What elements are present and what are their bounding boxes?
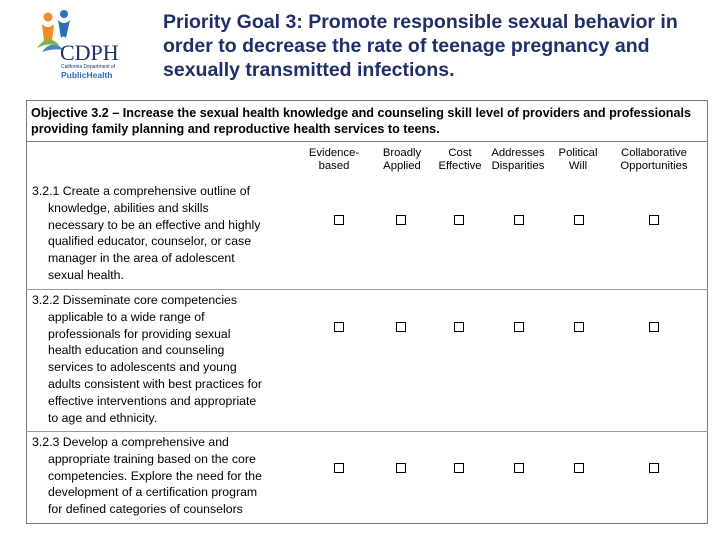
strategy-line: competencies. Explore the need for the bbox=[48, 468, 262, 483]
column-header-line: Disparities bbox=[491, 160, 545, 172]
strategy-line: to age and ethnicity. bbox=[48, 410, 158, 425]
checkbox-3-2-3-evidence-based[interactable] bbox=[334, 463, 344, 473]
objective-divider bbox=[26, 141, 708, 142]
cdph-logo-graphic bbox=[34, 8, 120, 82]
checkbox-3-2-3-addresses-disparities[interactable] bbox=[514, 463, 524, 473]
strategy-first-line: 3.2.1 Create a comprehensive outline of bbox=[32, 184, 251, 198]
strategy-first-line: 3.2.2 Disseminate core competencies bbox=[32, 293, 238, 307]
checkbox-3-2-3-political-will[interactable] bbox=[574, 463, 584, 473]
strategy-line: manager in the area of adolescent bbox=[48, 251, 235, 266]
checkbox-3-2-2-collaborative-opportunities[interactable] bbox=[649, 322, 659, 332]
checkbox-3-2-1-political-will[interactable] bbox=[574, 215, 584, 225]
logo-figure-body-blue bbox=[58, 20, 70, 38]
strategy-line: appropriate training based on the core bbox=[48, 451, 256, 466]
column-header-line: Will bbox=[568, 160, 588, 172]
checkbox-3-2-3-cost-effective[interactable] bbox=[454, 463, 464, 473]
strategy-line: sexual health. bbox=[48, 267, 124, 282]
row-divider bbox=[26, 289, 708, 290]
checkbox-3-2-3-broadly-applied[interactable] bbox=[396, 463, 406, 473]
cdph-logo bbox=[34, 8, 120, 82]
strategy-line: effective interventions and appropriate bbox=[48, 393, 257, 408]
column-header-collaborative-opportunities bbox=[612, 147, 696, 173]
checkbox-3-2-3-collaborative-opportunities[interactable] bbox=[649, 463, 659, 473]
column-header-evidence-based bbox=[306, 147, 362, 173]
checkbox-3-2-2-political-will[interactable] bbox=[574, 322, 584, 332]
logo-figure-body-orange bbox=[42, 24, 54, 42]
strategy-3-2-2 bbox=[32, 292, 262, 426]
column-header-addresses-disparities bbox=[486, 147, 550, 173]
column-header-line: Cost bbox=[448, 147, 472, 159]
checkbox-3-2-1-collaborative-opportunities[interactable] bbox=[649, 215, 659, 225]
strategy-3-2-3 bbox=[32, 434, 262, 518]
objective-text: Objective 3.2 – Increase the sexual health knowledge and counseling skill level of providers and professionals providing family planning and reproductive health services to teens. bbox=[31, 106, 691, 136]
checkbox-3-2-2-evidence-based[interactable] bbox=[334, 322, 344, 332]
checkbox-3-2-1-evidence-based[interactable] bbox=[334, 215, 344, 225]
strategy-line: health education and counseling bbox=[48, 343, 225, 358]
logo-figure-head-orange bbox=[44, 13, 53, 22]
column-header-line: Applied bbox=[383, 160, 421, 172]
strategy-line: necessary to be an effective and highly bbox=[48, 217, 261, 232]
column-header-political-will bbox=[550, 147, 606, 173]
column-header-line: Opportunities bbox=[620, 160, 688, 172]
strategy-line: for defined categories of counselors bbox=[48, 502, 243, 517]
column-header-line: Broadly bbox=[382, 147, 422, 159]
logo-figure-head-blue bbox=[60, 10, 68, 18]
strategy-line: development of a certification program bbox=[48, 485, 258, 500]
strategy-line: qualified educator, counselor, or case bbox=[48, 234, 252, 249]
column-header-line: Addresses bbox=[491, 147, 545, 159]
checkbox-3-2-1-broadly-applied[interactable] bbox=[396, 215, 406, 225]
column-header-cost-effective bbox=[430, 147, 490, 173]
logo-small-text: California Department of bbox=[61, 64, 116, 70]
checkbox-3-2-2-addresses-disparities[interactable] bbox=[514, 322, 524, 332]
column-header-line: Effective bbox=[438, 160, 482, 172]
page-title: Priority Goal 3: Promote responsible sexual behavior in order to decrease the rate of teenage pregnancy and sexually transmitted infections. bbox=[163, 11, 678, 81]
checkbox-3-2-2-cost-effective[interactable] bbox=[454, 322, 464, 332]
strategy-line: knowledge, abilities and skills bbox=[48, 200, 209, 215]
checkbox-3-2-1-addresses-disparities[interactable] bbox=[514, 215, 524, 225]
logo-subtext: PublicHealth bbox=[61, 70, 113, 80]
strategy-line: services to adolescents and young bbox=[48, 360, 237, 375]
checkbox-3-2-1-cost-effective[interactable] bbox=[454, 215, 464, 225]
logo-wordmark: CDPH bbox=[60, 40, 119, 65]
strategy-line: applicable to a wide range of bbox=[48, 309, 205, 324]
column-header-line: Collaborative bbox=[621, 147, 687, 159]
checkbox-3-2-2-broadly-applied[interactable] bbox=[396, 322, 406, 332]
column-header-broadly-applied bbox=[374, 147, 430, 173]
strategy-line: professionals for providing sexual bbox=[48, 326, 231, 341]
column-header-line: Evidence- bbox=[308, 147, 360, 159]
strategy-3-2-1 bbox=[32, 183, 260, 284]
strategy-first-line: 3.2.3 Develop a comprehensive and bbox=[32, 435, 229, 449]
column-header-line: based bbox=[318, 160, 350, 172]
column-header-line: Political bbox=[558, 147, 598, 159]
row-divider bbox=[26, 431, 708, 432]
strategy-line: adults consistent with best practices for bbox=[48, 376, 262, 391]
